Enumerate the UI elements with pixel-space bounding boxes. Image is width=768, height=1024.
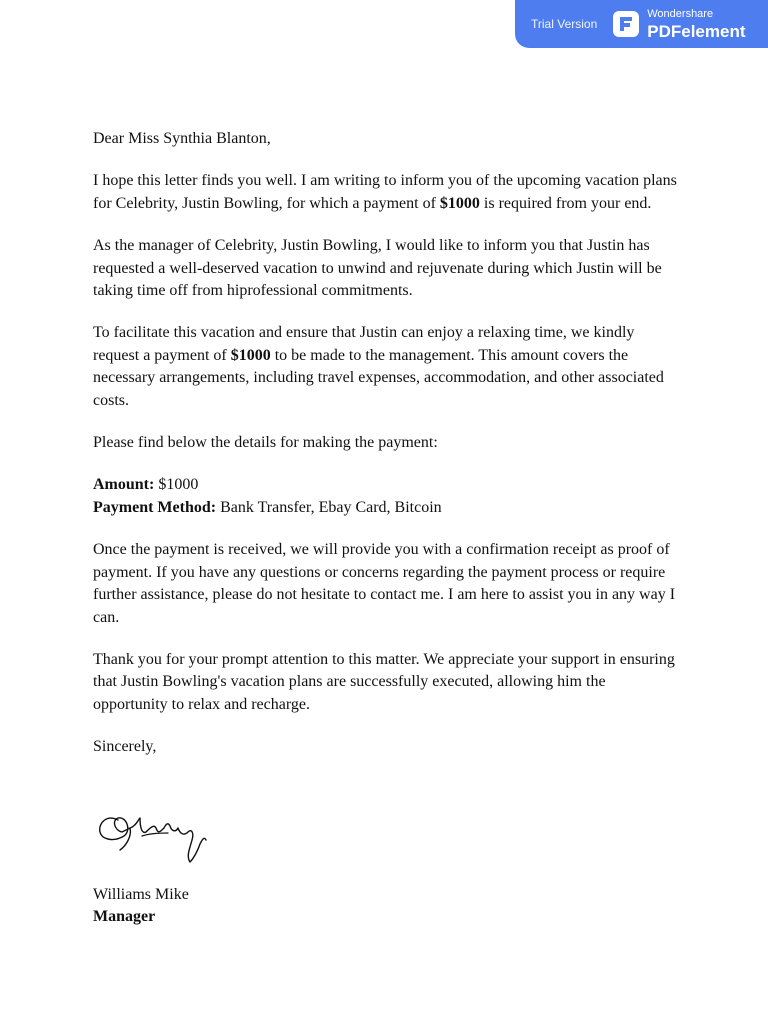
signer-name: Williams Mike <box>93 886 189 903</box>
payment-details <box>93 474 683 519</box>
paragraph-confirmation: Once the payment is received, we will provide you with a confirmation receipt as proof of payment. If you have any questions or concerns regarding the payment process or require further assistance, please do not hesitate to contact me. I am here to assist you in any way I can. <box>93 541 676 626</box>
payment-method-label: Payment Method: <box>93 498 217 516</box>
amount-value: $1000 <box>154 476 199 494</box>
paragraph-thanks: Thank you for your prompt attention to this matter. We appreciate your support in ensuring that Justin Bowling's vacation plans are successfully executed, allowing him the opportunity to relax and recharge. <box>93 650 675 713</box>
brand-product: PDFelement <box>647 21 746 41</box>
letter-body <box>93 128 683 779</box>
paragraph-intro-amount: $1000 <box>439 194 480 212</box>
payment-method-value: Bank Transfer, Ebay Card, Bitcoin <box>216 498 442 516</box>
amount-label: Amount: <box>93 476 155 494</box>
paragraph-intro-text-b: is required from your end. <box>479 194 652 212</box>
paragraph-intro <box>93 170 683 215</box>
paragraph-request-text-b: to be made to the management. This amount covers the necessary arrangements, including travel expenses, accommodation, and other associated costs. <box>93 346 664 409</box>
salutation: Dear Miss Synthia Blanton, <box>93 130 271 147</box>
paragraph-request-text-a: To facilitate this vacation and ensure that Justin can enjoy a relaxing time, we kindly request a payment of <box>93 324 635 364</box>
paragraph-manager: As the manager of Celebrity, Justin Bowling, I would like to inform you that Justin has requested a well-deserved vacation to unwind and rejuvenate during which Justin will be taking time off from hiprofessional commitments. <box>93 237 662 300</box>
brand-company: Wondershare <box>647 7 714 20</box>
brand-name <box>647 9 745 40</box>
signature-image <box>96 806 208 871</box>
signer-block <box>93 884 189 929</box>
paragraph-request <box>93 322 683 412</box>
paragraph-request-amount: $1000 <box>230 346 271 364</box>
trial-banner[interactable] <box>515 0 768 48</box>
trial-version-label: Trial Version <box>531 17 598 31</box>
pdfelement-logo-icon <box>613 11 639 37</box>
amount-line <box>93 474 683 496</box>
payment-method-line <box>93 497 683 519</box>
paragraph-details: Please find below the details for making the payment: <box>93 434 438 452</box>
paragraph-intro-text-a: I hope this letter finds you well. I am writing to inform you of the upcoming vacation plans for Celebrity, Justin Bowling, for which a payment of <box>93 172 677 212</box>
signer-title: Manager <box>93 908 156 926</box>
closing: Sincerely, <box>93 738 157 756</box>
